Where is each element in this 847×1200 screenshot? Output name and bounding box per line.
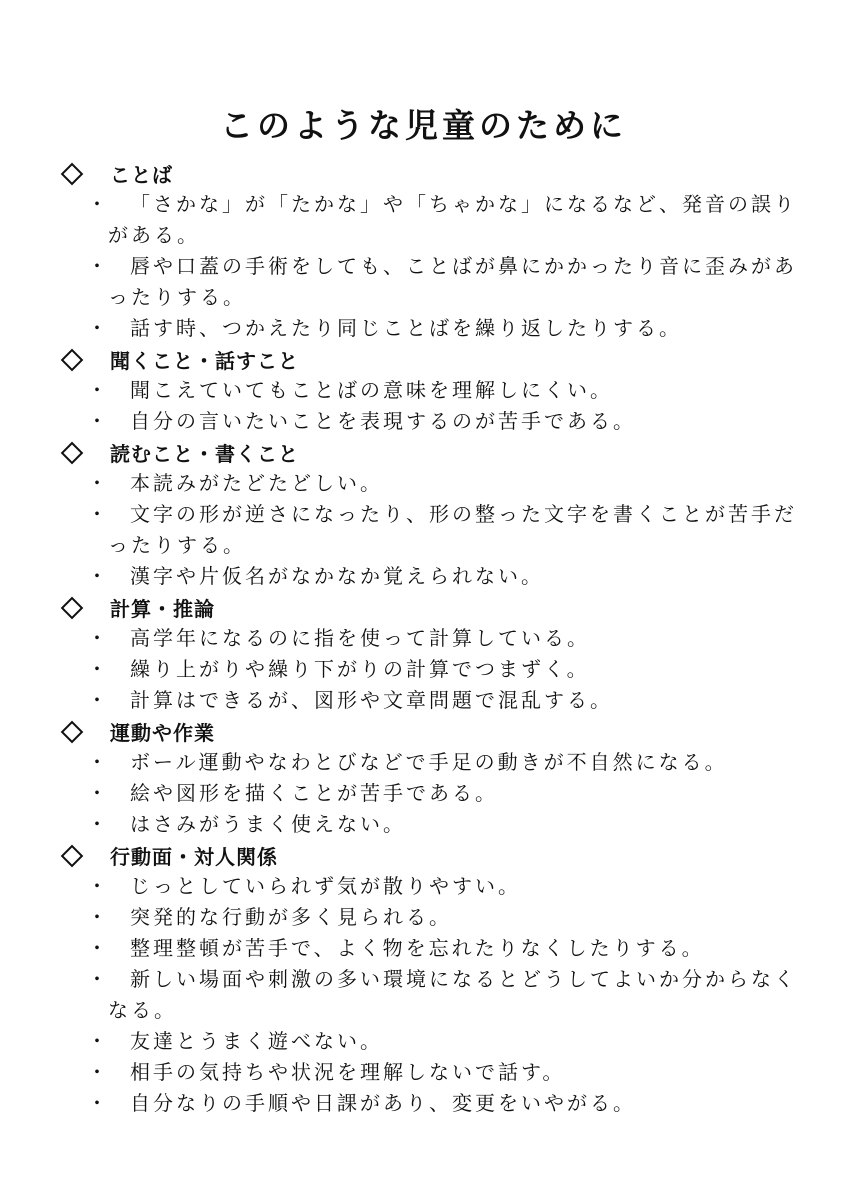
bullet-icon: ・ — [87, 688, 110, 712]
list-item — [60, 654, 800, 685]
section-heading-text: 運動や作業 — [110, 721, 215, 745]
bullet-icon: ・ — [87, 812, 110, 836]
list-item-text: 絵や図形を描くことが苦手である。 — [130, 781, 498, 805]
section-heading-text: 聞くこと・話すこと — [110, 349, 299, 373]
list-item — [60, 561, 800, 592]
list-item-text: 新しい場面や刺激の多い環境になるとどうしてよいか分からなくなる。 — [108, 967, 797, 1022]
list-item-text: ボール運動やなわとびなどで手足の動きが不自然になる。 — [130, 750, 728, 774]
bullet-icon: ・ — [87, 564, 110, 588]
bullet-icon: ・ — [87, 254, 110, 278]
bullet-icon: ・ — [87, 750, 110, 774]
list-item-text: 高学年になるのに指を使って計算している。 — [130, 626, 590, 650]
diamond-icon — [61, 441, 84, 464]
item-list — [60, 871, 800, 1119]
list-item-text: 繰り上がりや繰り下がりの計算でつまずく。 — [130, 657, 590, 681]
bullet-icon: ・ — [87, 936, 110, 960]
section-heading-text: 行動面・対人関係 — [110, 845, 278, 869]
list-item — [60, 778, 800, 809]
section — [60, 592, 800, 716]
bullet-icon: ・ — [87, 905, 110, 929]
list-item-text: 自分なりの手順や日課があり、変更をいやがる。 — [130, 1091, 636, 1115]
list-item-text: 漢字や片仮名がなかなか覚えられない。 — [130, 564, 544, 588]
list-item — [60, 499, 800, 561]
section — [60, 437, 800, 592]
diamond-icon — [61, 348, 84, 371]
diamond-icon — [61, 720, 84, 743]
bullet-icon: ・ — [87, 192, 110, 216]
list-item-text: 友達とうまく遊べない。 — [130, 1029, 383, 1053]
list-item — [60, 1088, 800, 1119]
section-heading-text: 読むこと・書くこと — [110, 442, 299, 466]
section-heading — [60, 344, 800, 375]
section-heading — [60, 840, 800, 871]
section-heading — [60, 158, 800, 189]
list-item — [60, 964, 800, 1026]
bullet-icon: ・ — [87, 1091, 110, 1115]
bullet-icon: ・ — [87, 502, 110, 526]
bullet-icon: ・ — [87, 967, 110, 991]
list-item-text: 唇や口蓋の手術をしても、ことばが鼻にかかったり音に歪みがあったりする。 — [108, 254, 797, 309]
list-item-text: 文字の形が逆さになったり、形の整った文字を書くことが苦手だったりする。 — [108, 502, 797, 557]
diamond-icon — [61, 596, 84, 619]
bullet-icon: ・ — [87, 378, 110, 402]
list-item-text: 「さかな」が「たかな」や「ちゃかな」になるなど、発音の誤りがある。 — [108, 192, 797, 247]
section-heading-text: 計算・推論 — [110, 597, 215, 621]
bullet-icon: ・ — [87, 657, 110, 681]
list-item — [60, 189, 800, 251]
list-item — [60, 313, 800, 344]
section-heading — [60, 716, 800, 747]
list-item-text: 自分の言いたいことを表現するのが苦手である。 — [130, 409, 636, 433]
list-item — [60, 406, 800, 437]
list-item-text: 本読みがたどたどしい。 — [130, 471, 383, 495]
list-item — [60, 1026, 800, 1057]
list-item-text: じっとしていられず気が散りやすい。 — [130, 874, 521, 898]
bullet-icon: ・ — [87, 471, 110, 495]
diamond-icon — [61, 162, 84, 185]
section — [60, 840, 800, 1119]
bullet-icon: ・ — [87, 1060, 110, 1084]
list-item — [60, 871, 800, 902]
list-item-text: はさみがうまく使えない。 — [130, 812, 406, 836]
list-item-text: 聞こえていてもことばの意味を理解しにくい。 — [130, 378, 613, 402]
list-item-text: 整理整頓が苦手で、よく物を忘れたりなくしたりする。 — [130, 936, 705, 960]
bullet-icon: ・ — [87, 874, 110, 898]
section-list — [60, 158, 800, 1119]
bullet-icon: ・ — [87, 1029, 110, 1053]
list-item — [60, 1057, 800, 1088]
item-list — [60, 623, 800, 716]
list-item — [60, 902, 800, 933]
list-item — [60, 468, 800, 499]
item-list — [60, 468, 800, 592]
list-item — [60, 375, 800, 406]
section — [60, 344, 800, 437]
section — [60, 716, 800, 840]
item-list — [60, 375, 800, 437]
bullet-icon: ・ — [87, 781, 110, 805]
section-heading — [60, 592, 800, 623]
section — [60, 158, 800, 344]
section-heading — [60, 437, 800, 468]
list-item-text: 計算はできるが、図形や文章問題で混乱する。 — [130, 688, 613, 712]
list-item — [60, 933, 800, 964]
list-item — [60, 251, 800, 313]
list-item — [60, 623, 800, 654]
section-heading-text: ことば — [110, 163, 173, 187]
bullet-icon: ・ — [87, 409, 110, 433]
bullet-icon: ・ — [87, 316, 110, 340]
list-item-text: 突発的な行動が多く見られる。 — [130, 905, 452, 929]
list-item-text: 相手の気持ちや状況を理解しないで話す。 — [130, 1060, 566, 1084]
list-item — [60, 685, 800, 716]
bullet-icon: ・ — [87, 626, 110, 650]
item-list — [60, 747, 800, 840]
list-item — [60, 747, 800, 778]
diamond-icon — [61, 844, 84, 867]
list-item — [60, 809, 800, 840]
list-item-text: 話す時、つかえたり同じことばを繰り返したりする。 — [130, 316, 682, 340]
item-list — [60, 189, 800, 344]
page-title: このような児童のために — [220, 106, 627, 146]
